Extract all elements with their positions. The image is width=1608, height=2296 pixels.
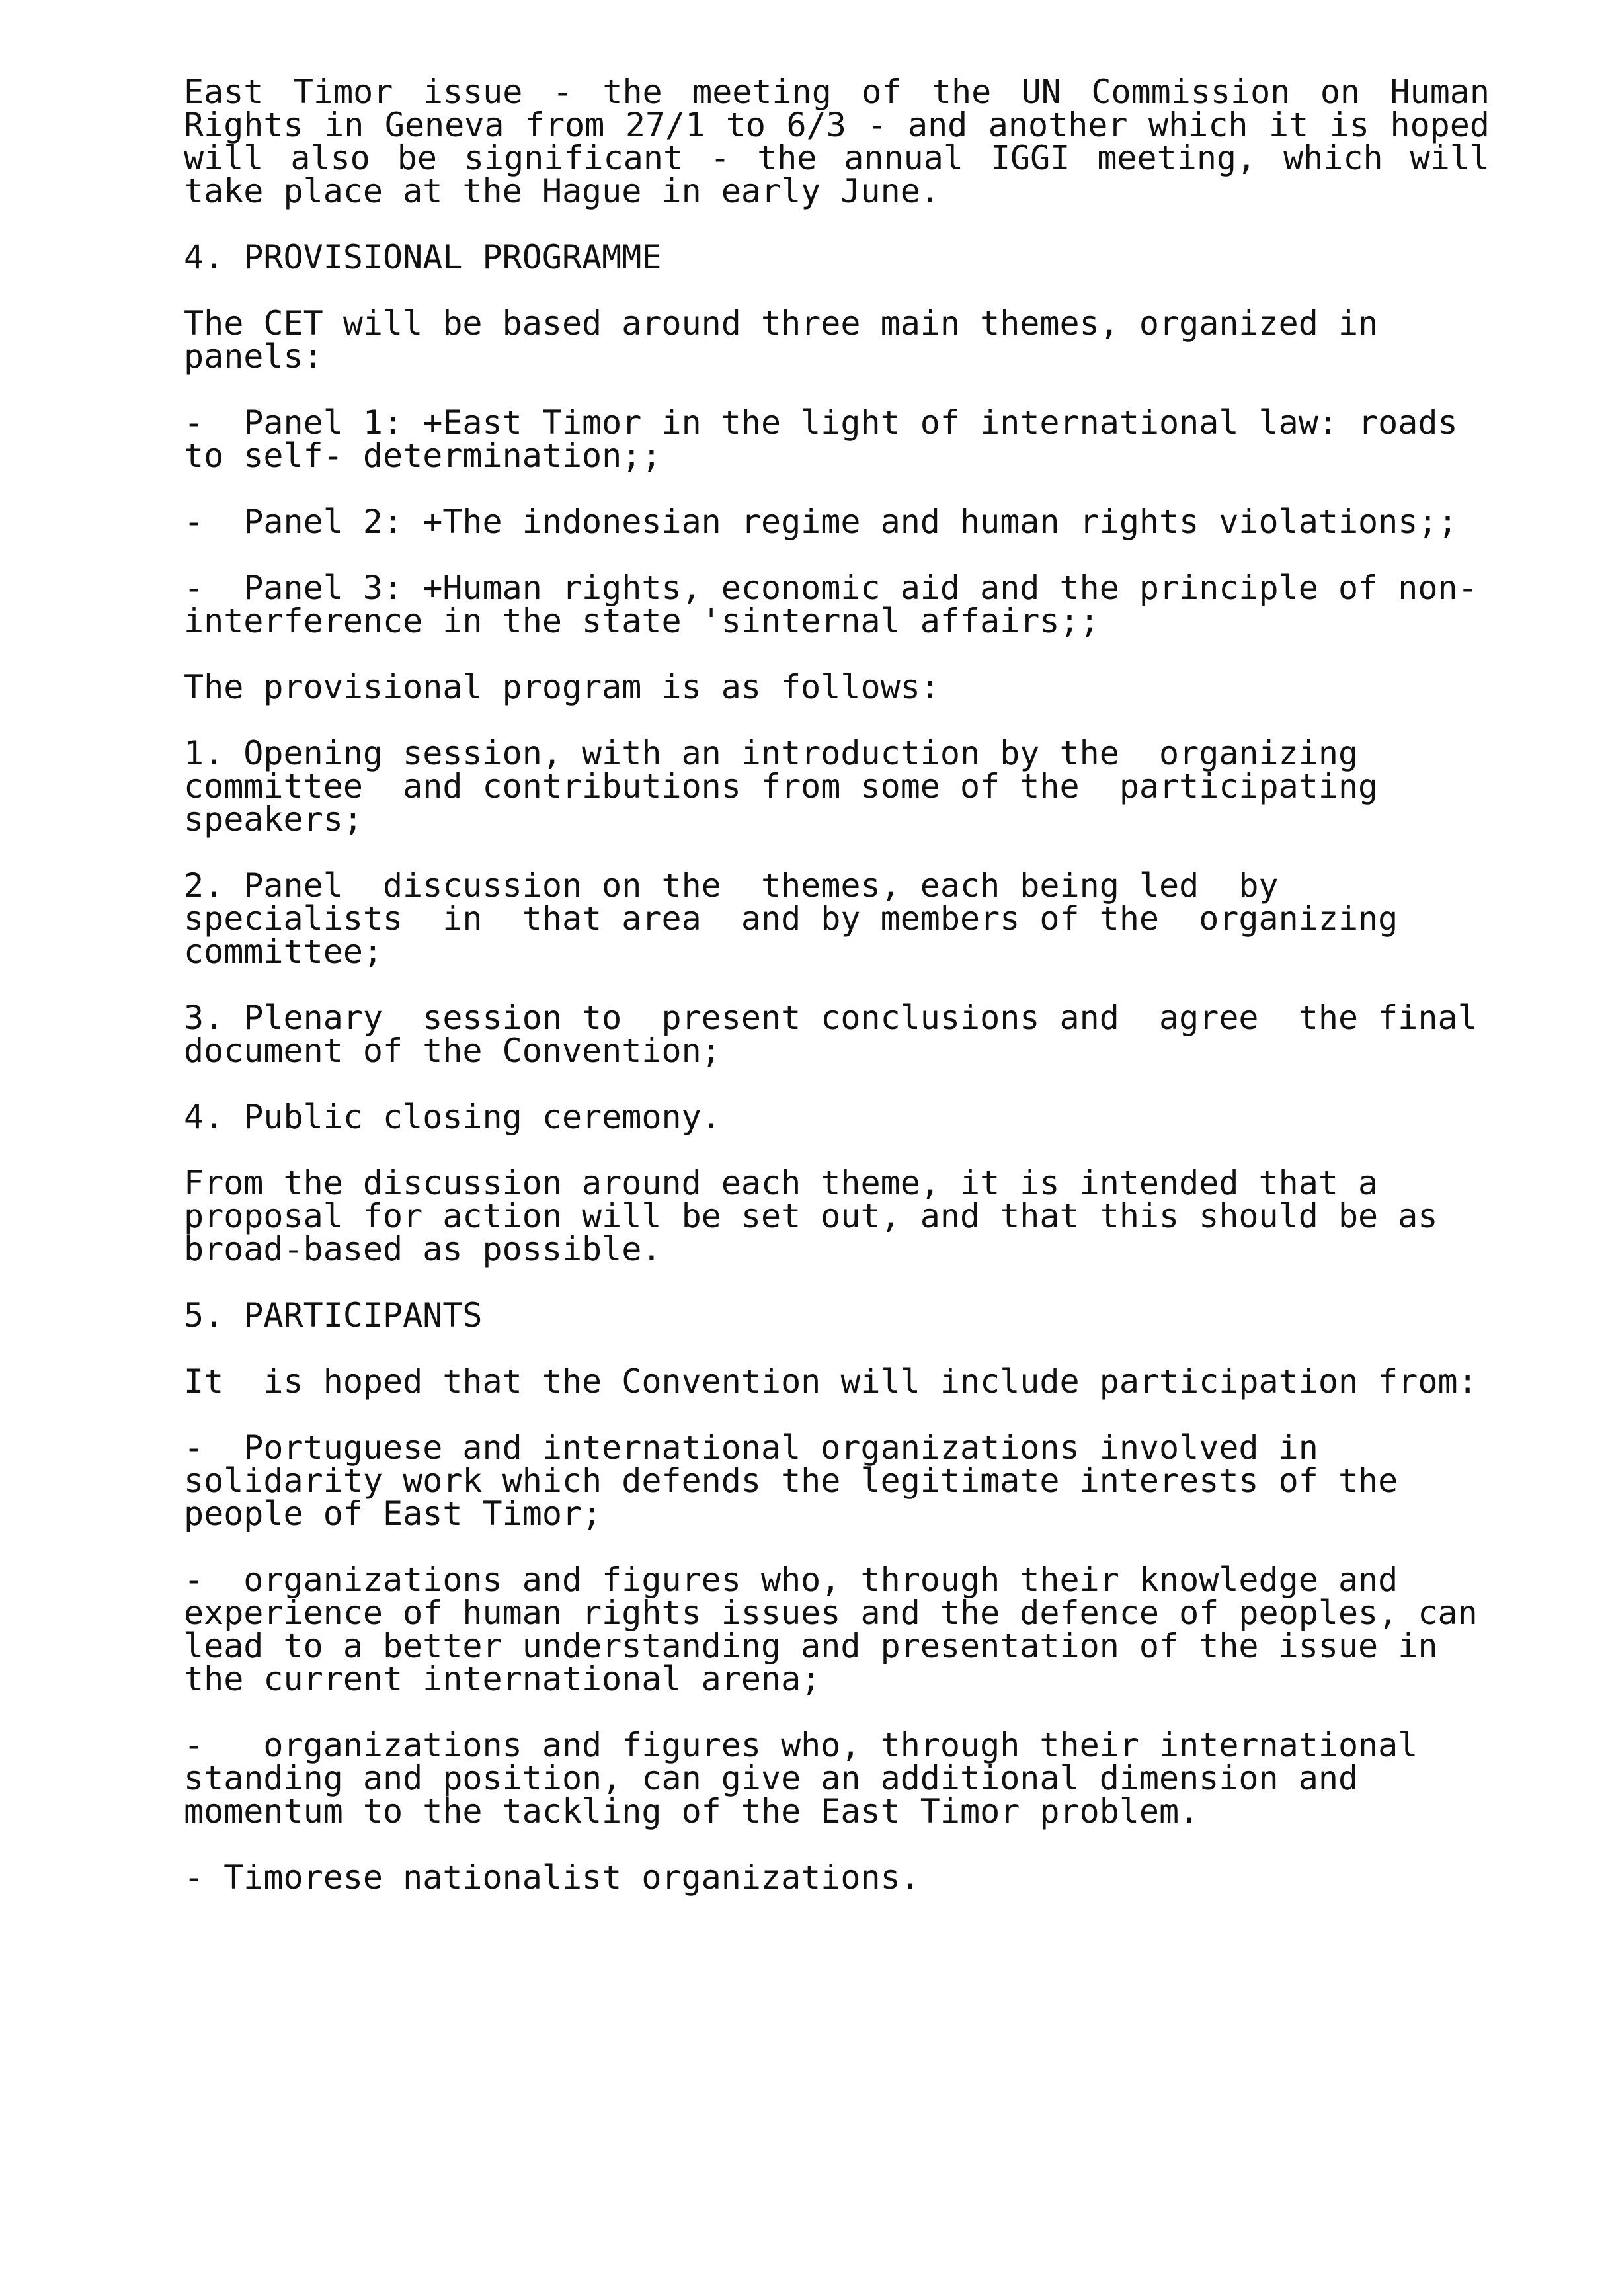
participant-item-1: - Portuguese and international organizations involved in solidarity work which defends the legitimate interests of the people of East Timor; <box>184 1428 1418 1533</box>
intro-paragraph: East Timor issue - the meeting of the UN Commission on Human Rights in Geneva from 27/1 to 6/3 - and another which it is hoped will also be significant - the annual IGGI meeting, which will take place at the Hague in early June. <box>184 73 1510 210</box>
section-heading-participants: 5. PARTICIPANTS <box>184 1296 483 1334</box>
program-closing-paragraph: From the discussion around each theme, it is intended that a proposal for action will be set out, and that this should be as broad-based as possible. <box>184 1164 1458 1268</box>
document-body <box>184 73 1510 1927</box>
program-intro: The provisional program is as follows: <box>184 668 940 706</box>
panel-item-2: - Panel 2: +The indonesian regime and human rights violations;; <box>184 503 1458 541</box>
participant-item-2: - organizations and figures who, through their knowledge and experience of human rights issues and the defence of peoples, can lead to a better understanding and presentation of the issue in the current international arena; <box>184 1561 1498 1698</box>
panel-item-1: - Panel 1: +East Timor in the light of international law: roads to self- determination;; <box>184 403 1478 475</box>
participant-item-4: - Timorese nationalist organizations. <box>184 1858 920 1897</box>
themes-intro: The CET will be based around three main themes, organized in panels: <box>184 304 1398 376</box>
panel-item-3: - Panel 3: +Human rights, economic aid and the principle of non-interference in the state 'sinternal affairs;; <box>184 569 1478 640</box>
section-heading-provisional-programme: 4. PROVISIONAL PROGRAMME <box>184 238 662 276</box>
program-item-4: 4. Public closing ceremony. <box>184 1098 721 1136</box>
program-item-1: 1. Opening session, with an introduction by the organizing committee and contributions from some of the participating speakers; <box>184 734 1398 839</box>
participants-intro: It is hoped that the Convention will include participation from: <box>184 1362 1478 1401</box>
program-item-3: 3. Plenary session to present conclusions and agree the final document of the Convention; <box>184 999 1498 1070</box>
program-item-2: 2. Panel discussion on the themes, each being led by specialists in that area and by members of the organizing committee; <box>184 866 1418 971</box>
participant-item-3: - organizations and figures who, through their international standing and position, can give an additional dimension and momentum to the tackling of the East Timor problem. <box>184 1726 1438 1830</box>
